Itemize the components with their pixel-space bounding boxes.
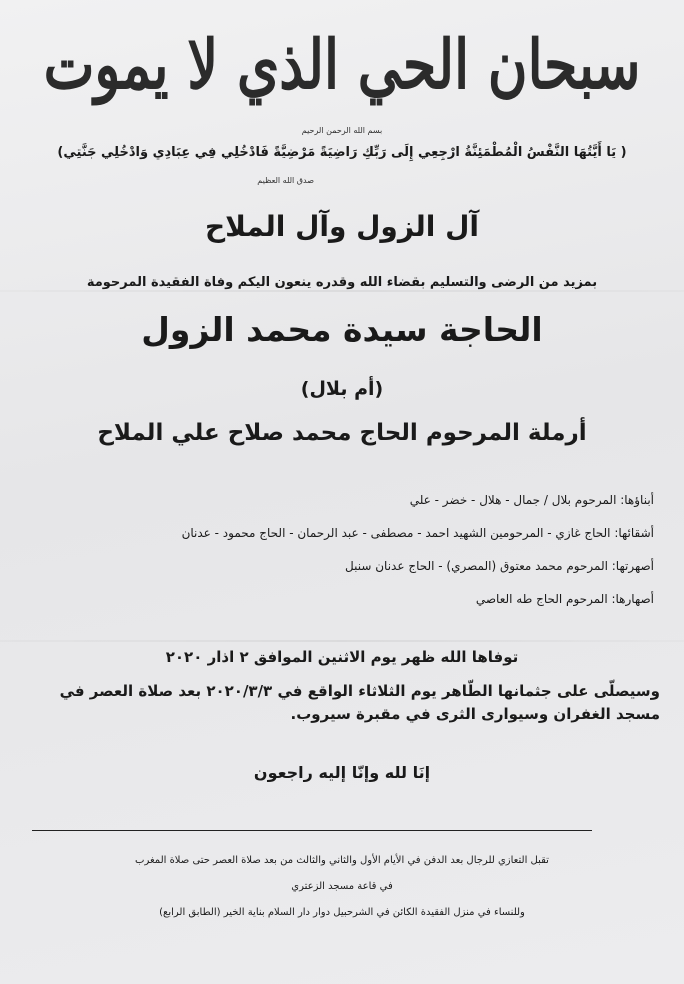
- relatives-sons: أبناؤها: المرحوم بلال / جمال - هلال - خضر - علي: [409, 493, 654, 507]
- divider-line: [32, 830, 592, 831]
- obituary-document: [30, 0, 660, 984]
- relatives-in-laws: أصهارها: المرحوم الحاج طه العاصي: [475, 592, 654, 606]
- relatives-in-laws: أصهرتها: المرحوم محمد معتوق (المصري) - الحاج عدنان سنبل: [345, 559, 654, 573]
- calligraphy-text: سبحان الحي الذي لا يموت: [43, 24, 641, 104]
- announcement-intro: بمزيد من الرضى والتسليم بقضاء الله وقدره ينعون اليكم وفاة الفقيدة المرحومة: [86, 275, 598, 290]
- condolences-block: [30, 848, 654, 926]
- basmala: بسم الله الرحمن الرحيم: [301, 126, 383, 135]
- condolences-women: وللنساء في منزل الفقيدة الكائن في الشرحبيل دوار دار السلام بناية الخير (الطابق الرابع): [159, 907, 525, 918]
- sadaq-line: صدق الله العظيم: [257, 176, 314, 185]
- funeral-prayer: وسيصلّى على جثمانها الطّاهر يوم الثلاثاء الواقع في ٢٠٢٠/٣/٣ بعد صلاة العصر في مسجد الغفران وسيوارى الثرى في مقبرة سيروب.: [59, 682, 660, 723]
- deceased-kunya: (أم بلال): [300, 378, 384, 400]
- death-date: توفاها الله ظهر يوم الاثنين الموافق ٢ اذار ٢٠٢٠: [165, 648, 519, 666]
- calligraphy-header: [43, 18, 641, 110]
- widow-of-line: أرملة المرحوم الحاج محمد صلاح علي الملاح: [97, 420, 587, 446]
- closing-ayah: إنَا لله وإنّا إليه راجعون: [253, 763, 431, 782]
- condolences-men: تقبل التعازي للرجال بعد الدفن في الأيام الأول والثاني والثالث من بعد صلاة العصر حتى صلاة المغرب: [135, 855, 549, 866]
- quran-verse: ( يَا أَيَّتُهَا النَّفْسُ الْمُطْمَئِنَّةُ ارْجِعِي إِلَى رَبِّكِ رَاضِيَةً مَرْضِيَّةً فَادْخُلِي فِي عِبَادِي وَادْخُلِي جَنَّتِي): [57, 145, 627, 160]
- families-heading: آل الزول وآل الملاح: [205, 210, 479, 243]
- condolences-hall: في قاعة مسجد الزعتري: [291, 881, 393, 892]
- deceased-name: الحاجة سيدة محمد الزول: [141, 310, 543, 349]
- relatives-siblings: أشقائها: الحاج غازي - المرحومين الشهيد احمد - مصطفى - عبد الرحمان - الحاج محمود - عدنان: [181, 526, 654, 540]
- relatives-list: [30, 484, 654, 616]
